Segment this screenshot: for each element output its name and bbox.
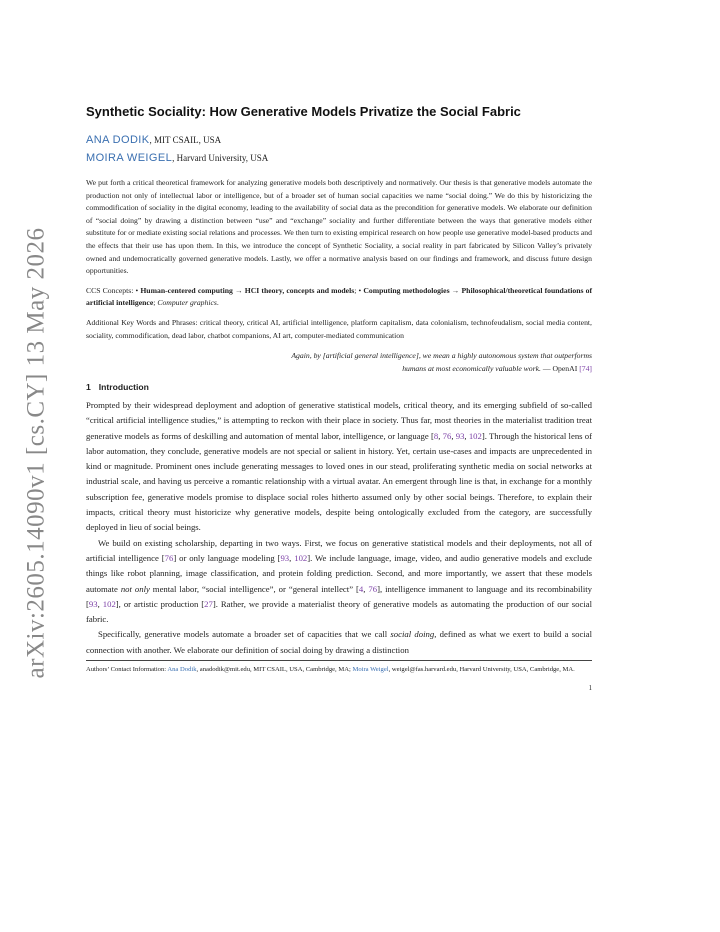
arxiv-watermark [14,227,58,679]
citation-link[interactable]: 8 [433,430,439,441]
author-affiliation: , MIT CSAIL, USA [149,135,222,145]
author-link[interactable]: Moira Weigel [352,665,389,673]
arxiv-id: arXiv:2605.14090v1 [cs.CY] 13 May 2026 [22,227,49,679]
epigraph-line-1: Again, by [artificial general intelligence], we mean a highly autonomous system that outperforms [291,351,592,361]
citation-link[interactable]: 76 [368,583,378,594]
citation-link[interactable]: 102 [468,430,482,441]
section-title: Introduction [98,381,149,392]
citation-link[interactable]: 102 [294,552,308,563]
citation-link[interactable]: 93 [455,430,465,441]
paragraph-3: Specifically, generative models automate a broader set of capacities that we call social doing, defined as what we exert to build a social connection with another. We elaborate our definition of social doing by drawing a distinction [86,629,593,655]
body-text [86,398,592,658]
paper-title: Synthetic Sociality: How Generative Models Privatize the Social Fabric [86,104,521,119]
citation-link[interactable]: 27 [204,598,213,609]
author-link[interactable]: Ana Dodik [167,665,197,673]
citation-link[interactable]: 4 [358,583,364,594]
epigraph-attribution: — OpenAI [540,363,580,373]
section-number: 1 [86,381,91,392]
author-affiliation: , Harvard University, USA [172,153,269,163]
citation-link[interactable]: 76 [442,430,452,441]
epigraph [86,350,592,375]
ccs-concepts: CCS Concepts: • Human-centered computing → HCI theory, concepts and models; • Computing methodologies → Philosophical/theoretical foundations of artificial intelligence; Computer graphics. [86,285,593,308]
author-list [86,131,592,167]
paper-page [86,104,592,696]
author-2 [86,149,592,167]
citation-link[interactable]: 102 [102,598,116,609]
author-name[interactable]: ANA DODIK [86,134,150,146]
epigraph-line-2: humans at most economically valuable work. [402,363,541,373]
paragraph-1: Prompted by their widespread deployment and adoption of generative statistical models, critical theory, and its emerging subfield of so-called “critical artificial intelligence studies,” is attempting to reckon with their place in society. Thus far, most theories in the materialist tradition treat generative models as forms of deskilling and automation of mental labor, intelligence, or language [8, 76, 93, 102]. Through the historical lens of labor automation, they conclude, generative models are not special or salient in history. Yet, certain use-cases and impacts are unprecedented in kind or magnitude. Prominent ones include generating messages to loved ones in our stead, proliferating synthetic media on social networks at industrial scale, and having us perceive a romantic relationship with a virtual avatar. An emergent through line is that, in exchange for a monthly subscription fee, generative models promise to displace social roles hitherto assumed only by other social beings. Therefore, to explain their impacts, critical theory must historicize why generative models, despite being ontologically excluded from the category, are successfully deployed in lieu of social beings. [86,399,593,533]
keywords-label: Additional Key Words and Phrases: [86,317,200,327]
citation-link[interactable]: 93 [280,552,290,563]
author-contact-footnote: Authors’ Contact Information: Ana Dodik, anadodik@mit.edu, MIT CSAIL, USA, Cambridge, MA; Moira Weigel, weigel@fas.harvard.edu, Harvard University, USA, Cambridge, MA. [86,665,575,673]
paragraph-2: We build on existing scholarship, departing in two ways. First, we focus on generative statistical models and their deployments, not all of artificial intelligence [76] or only language modeling [93, 102]. We include language, image, video, and audio generative models and exclude things like robot planning, image classification, and protein folding prediction. Second, and more importantly, we assert that these models automate not only mental labor, “social intelligence”, or “general intellect” [4, 76], intelligence immanent to language and its recombinability [93, 102], or artistic production [27]. Rather, we provide a materialist theory of generative models as automating the production of our social fabric. [86,537,593,625]
keywords [86,317,592,342]
author-1 [86,131,592,149]
section-heading [86,381,592,394]
keywords-text: critical theory, critical AI, artificial intelligence, platform capitalism, data colonialism, technofeudalism, social media content, sociality, commodification, dead labor, chatbot companions, AI art, computer-mediated communication [86,317,592,340]
abstract: We put forth a critical theoretical framework for analyzing generative models both descriptively and normatively. Our thesis is that generative models automate the production not only of intellectual labor or intelligence, but of a broader set of human social capacities we name “social doing.” We do this by historicizing the commodification of sociality in the digital economy, leading to the availability of social data as the precondition for generative models. We elaborate our definition of “social doing” by drawing a distinction between “use” and “exchange” sociality and further differentiate between the ways that generative models either substitute for or mediate existing social relations and processes. We then turn to existing empirical research on how people use generative model-based products and the effects that their use has upon them. In this, we introduce the concept of Synthetic Sociality, a social reality in part fabricated by Silicon Valley’s privately owned and undemocratically governed generative models. Lastly, we offer a normative analysis based on our findings and framework, and discuss future design opportunities. [86,178,592,276]
citation-link[interactable]: 76 [164,552,174,563]
author-name[interactable]: MOIRA WEIGEL [86,152,173,164]
page-number: 1 [588,684,592,692]
citation-link[interactable]: [74] [579,363,592,373]
footnote-divider [86,660,592,661]
citation-link[interactable]: 93 [88,598,98,609]
